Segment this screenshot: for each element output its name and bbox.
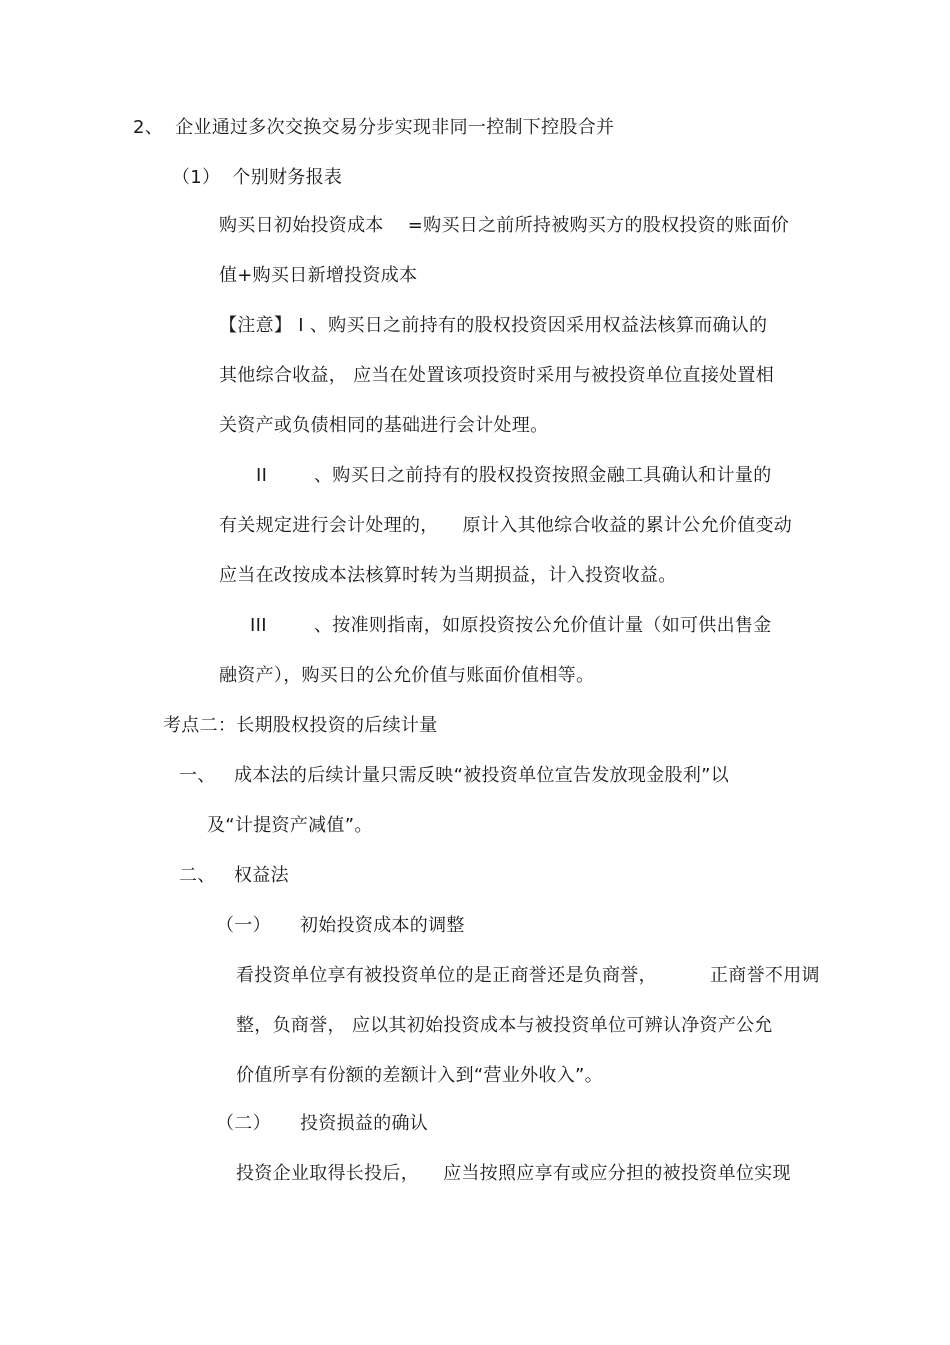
list-marker: 二、 bbox=[179, 865, 216, 886]
note-line: 、购买日之前持有的股权投资按照金融工具确认和计量的 bbox=[314, 465, 772, 486]
subheading-investment-income: 投资损益的确认 bbox=[300, 1113, 429, 1134]
paragraph-line: 成本法的后续计量只需反映“被投资单位宣告发放现金股利”以 bbox=[234, 765, 730, 786]
paragraph-line: 看投资单位享有被投资单位的是正商誉还是负商誉， bbox=[236, 965, 657, 986]
note-line: 应当在改按成本法核算时转为当期损益，计入投资收益。 bbox=[219, 565, 677, 586]
heading-section-2: 2、 企业通过多次交换交易分步实现非同一控制下控股合并 bbox=[133, 117, 615, 138]
note-item-marker: III bbox=[250, 615, 267, 636]
note-item-marker: II bbox=[256, 465, 268, 486]
subheading-initial-cost-adjustment: 初始投资成本的调整 bbox=[300, 915, 465, 936]
list-marker: （一） bbox=[216, 915, 271, 936]
paragraph-line: 投资企业取得长投后， 应当按照应享有或应分担的被投资单位实现 bbox=[236, 1163, 791, 1184]
paragraph-line: 购买日初始投资成本 =购买日之前所持被购买方的股权投资的账面价 bbox=[219, 215, 790, 236]
list-marker: 一、 bbox=[179, 765, 216, 786]
note-line: 【注意】 I 、购买日之前持有的股权投资因采用权益法核算而确认的 bbox=[219, 315, 768, 336]
paragraph-line: 值+购买日新增投资成本 bbox=[219, 265, 418, 286]
note-line: 有关规定进行会计处理的， 原计入其他综合收益的累计公允价值变动 bbox=[219, 515, 793, 536]
paragraph-line: 正商誉不用调 bbox=[710, 965, 820, 986]
paragraph-line: 及“计提资产减值”。 bbox=[207, 815, 373, 836]
note-line: 、按准则指南，如原投资按公允价值计量（如可供出售金 bbox=[314, 615, 772, 636]
note-line: 融资产），购买日的公允价值与账面价值相等。 bbox=[219, 665, 595, 686]
paragraph-line: 价值所享有份额的差额计入到“营业外收入”。 bbox=[236, 1065, 603, 1086]
heading-topic-2: 考点二：长期股权投资的后续计量 bbox=[163, 715, 438, 736]
paragraph-line: 整，负商誉， 应以其初始投资成本与被投资单位可辨认净资产公允 bbox=[236, 1015, 773, 1036]
note-line: 其他综合收益， 应当在处置该项投资时采用与被投资单位直接处置相 bbox=[219, 365, 775, 386]
subheading-equity-method: 权益法 bbox=[234, 865, 289, 886]
note-line: 关资产或负债相同的基础进行会计处理。 bbox=[219, 415, 549, 436]
list-marker: （二） bbox=[216, 1113, 271, 1134]
subheading-1: （1） 个别财务报表 bbox=[172, 167, 343, 188]
